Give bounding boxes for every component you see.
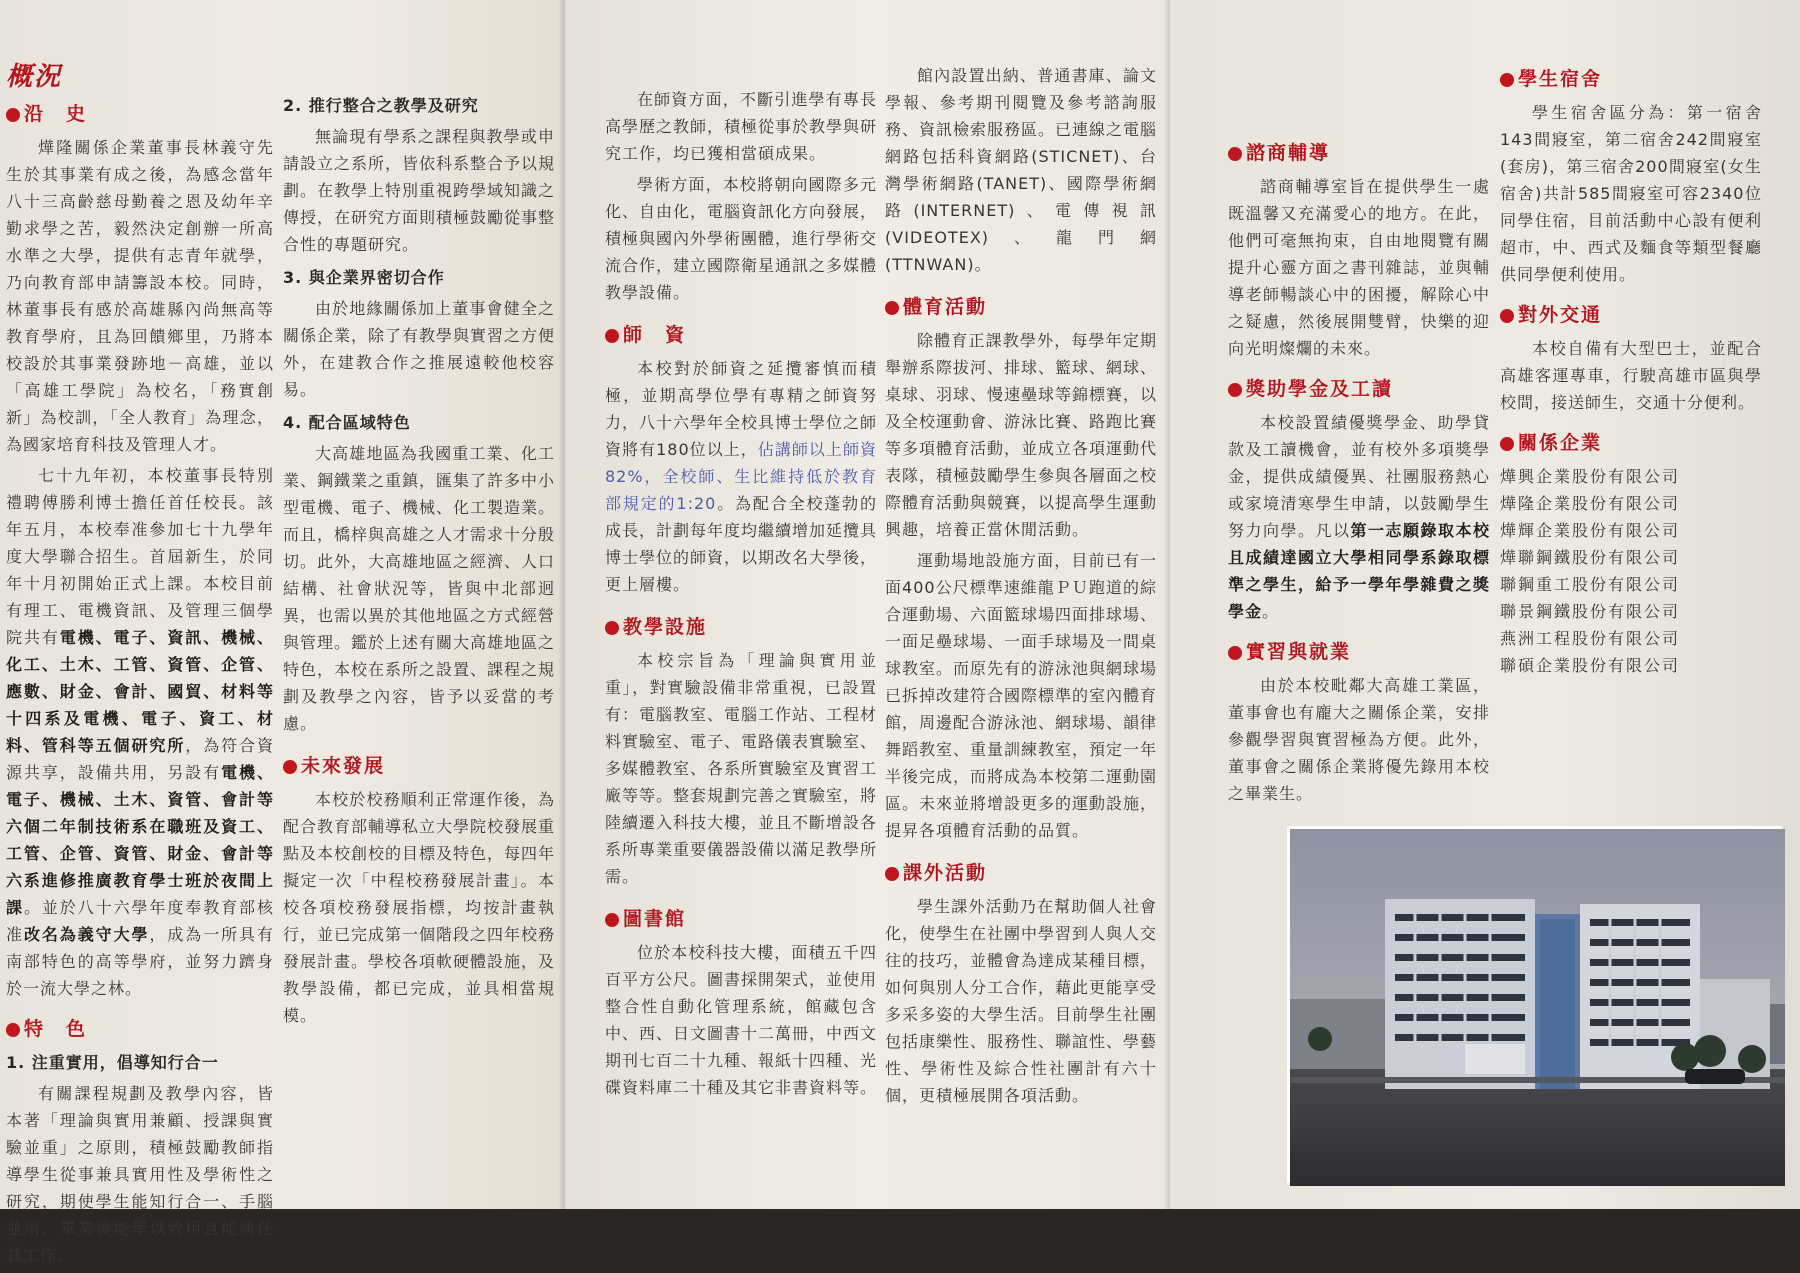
- bullet-dot-icon: [605, 621, 619, 635]
- library-heading-text: 圖書館: [623, 908, 687, 930]
- scholarship-text: [1228, 409, 1490, 625]
- history-heading: [6, 101, 274, 128]
- extracurricular-text: 學生課外活動乃在幫助個人社會化，使學生在社團中學習到人與人交往的技巧，並體會為達成某種目標，如何與別人分工合作，藉此更能享受多采多姿的大學生活。目前學生社團包括康樂性、服務性、聯誼性、學藝性、學術性及綜合性社團計有六十個，更積極展開各項活動。: [885, 897, 1158, 1105]
- dormitory-heading: [1500, 66, 1762, 93]
- overview-title: 概況: [6, 62, 63, 92]
- faculty-heading-text: 師 資: [623, 324, 687, 346]
- internship-heading: [1228, 639, 1490, 666]
- feature-1-title: 1. 注重實用，倡導知行合一: [6, 1053, 219, 1072]
- research-intro: 學術方面，本校將朝向國際多元化、自由化，電腦資訊化方向發展，積極與國內外學術團體，進行學術交流合作，建立國際衛星通訊之多媒體教學設備。: [605, 175, 878, 302]
- feature-4-text: 大高雄地區為我國重工業、化工業、鋼鐵業之重鎮，匯集了許多中小型電機、電子、機械、化工製造業。而且，橋梓與高雄之人才需求十分殷切。此外，大高雄地區之經濟、人口結構、社會狀況等，皆與中北部迥異，也需以異於其他地區之方式經營與管理。鑑於上述有關大高雄地區之特色，本校在系所之設置、課程之規劃及教學之內容，皆予以妥當的考慮。: [283, 444, 556, 733]
- bullet-dot-icon: [605, 329, 619, 343]
- sports-text-1: 除體育正課教學外，每學年定期舉辦系際拔河、排球、籃球、網球、桌球、羽球、慢速壘球等錦標賽，以及全校運動會、游泳比賽、路跑比賽等多項體育活動，並成立各項運動代表隊，積極鼓勵學生參與各層面之校際體育活動與競賽，以提高學生運動興趣，培養正當休閒活動。: [885, 331, 1158, 539]
- history-programs: 電機、電子、機械、土木、資管、會計等六個二年制技術系在職班及資工、工管、企管、資管、財金、會計等六系進修推廣教育學士班於夜間上課: [6, 763, 274, 917]
- campus-building-photo: [1287, 826, 1782, 1183]
- company-item: 聯鋼重工股份有限公司: [1500, 575, 1681, 594]
- scholarship-heading-text: 獎助學金及工讀: [1246, 378, 1394, 400]
- transport-heading: [1500, 302, 1762, 329]
- internship-heading-text: 實習與就業: [1246, 641, 1352, 663]
- company-item: 聯景鋼鐵股份有限公司: [1500, 602, 1681, 621]
- bullet-dot-icon: [885, 301, 899, 315]
- counseling-heading-text: 諮商輔導: [1246, 142, 1331, 164]
- feature-1-text: 有關課程規劃及教學內容，皆本著「理論與實用兼顧、授課與實驗並重」之原則，積極鼓勵教師指導學生從事兼具實用性及學術性之研究，期使學生能知行合一、手腦並用，畢業後能學以致用且能勝任其工作。: [6, 1084, 274, 1265]
- left-column-1: [6, 64, 274, 1273]
- history-text-a: 七十九年初，本校董事長特別禮聘傅勝利博士擔任首任校長。該年五月，本校奉准參加七十九學年度大學聯合招生。首屆新生，於同年十月初開始正式上課。本校目前有理工、電機資訊、及管理三個學院共有: [6, 466, 274, 647]
- extracurricular-heading-text: 課外活動: [903, 862, 988, 884]
- bullet-dot-icon: [605, 913, 619, 927]
- facilities-heading-text: 教學設施: [623, 616, 708, 638]
- sports-heading-text: 體育活動: [903, 296, 988, 318]
- library-heading: [605, 906, 877, 933]
- company-item: 燁輝企業股份有限公司: [1500, 521, 1681, 540]
- feature-2-title: 2. 推行整合之教學及研究: [283, 96, 479, 115]
- bullet-dot-icon: [885, 867, 899, 881]
- company-item: 燕洲工程股份有限公司: [1500, 629, 1681, 648]
- transport-text: 本校自備有大型巴士，並配合高雄客運專車，行駛高雄市區與學校間，接送師生，交通十分便利。: [1500, 339, 1762, 412]
- bullet-dot-icon: [1228, 383, 1242, 397]
- feature-2-text: 無論現有學系之課程與教學或申請設立之系所，皆依科系整合予以規劃。在教學上特別重視跨學域知識之傳授，在研究方面則積極鼓勵從事整合性的專題研究。: [283, 127, 556, 254]
- library-network-text: 館內設置出納、普通書庫、論文學報、參考期刊閱覽及參考諮詢服務、資訊檢索服務區。已連線之電腦網路包括科資網路(STICNET)、台灣學術網路(TANET)、國際學術網路(INTERNET)、電傳視訊(VIDEOTEX)、龍門網(TTNWAN)。: [885, 66, 1158, 274]
- facilities-heading: [605, 614, 877, 641]
- company-item: 燁興企業股份有限公司: [1500, 467, 1681, 486]
- features-heading: [6, 1016, 274, 1043]
- scholarship-highlight: 第一志願錄取本校且成績達國立大學相同學系錄取標準之學生，給予一學年學雜費之獎學金: [1228, 521, 1490, 621]
- library-text: 位於本校科技大樓，面積五千四百平方公尺。圖書採開架式，並使用整合性自動化管理系統，館藏包含中、西、日文圖書十二萬冊，中西文期刊七百二十九種、報紙十四種、光碟資料庫二十種及其它非書資料等。: [605, 943, 878, 1097]
- future-heading-text: 未來發展: [301, 755, 386, 777]
- panel-middle: [565, 0, 1170, 1209]
- company-item: 燁隆企業股份有限公司: [1500, 494, 1681, 513]
- bullet-dot-icon: [6, 108, 20, 122]
- faculty-ratio-highlight: 佔講師以上師資 82%，全校師、生比維持低於教育部規定的1:20: [605, 440, 877, 513]
- right-column-2: [1500, 56, 1762, 679]
- right-column-1: [1228, 130, 1490, 811]
- bullet-dot-icon: [1228, 646, 1242, 660]
- history-departments: 電機、電子、資訊、機械、化工、土木、工管、資管、企管、應數、財金、會計、國貿、材料等十四系及電機、電子、資工、材料、管科等五個研究所: [6, 628, 274, 755]
- future-text: 本校於校務順利正常運作後，為配合教育部輔導私立大學院校發展重點及本校創校的目標及特色，每四年擬定一次「中程校務發展計畫」。本校各項校務發展指標，均按計畫執行，並已完成第一個階段之四年校務發展計畫。學校各項軟硬體設施，及教學設備，都已完成，並具相當規模。: [283, 790, 556, 1025]
- feature-4-title: 4. 配合區域特色: [283, 413, 411, 432]
- company-item: 燁聯鋼鐵股份有限公司: [1500, 548, 1681, 567]
- faculty-text-c: 。為配合全校蓬勃的成長，計劃每年度均繼續增加延攬具博士學位的師資，以期改名大學後，更上層樓。: [605, 494, 878, 594]
- scholarship-heading: [1228, 376, 1490, 403]
- features-heading-text: 特 色: [24, 1018, 88, 1040]
- history-rename: 改名為義守大學: [23, 925, 150, 944]
- history-text-c: ，為符合資源共享，設備共用，另設有: [6, 736, 274, 782]
- history-heading-text: 沿 史: [24, 103, 88, 125]
- bullet-dot-icon: [283, 760, 297, 774]
- dormitory-text: 學生宿舍區分為：第一宿舍143間寢室，第二宿舍242間寢室(套房)，第三宿舍200間寢室(女生宿舍)共計585間寢室可容2340位同學住宿，目前活動中心設有便利超市，中、西式及麵食等類型餐廳供同學便利使用。: [1500, 103, 1762, 284]
- internship-text: 由於本校毗鄰大高雄工業區，董事會也有龐大之關係企業，安排參觀學習與實習極為方便。此外，董事會之關係企業將優先錄用本校之畢業生。: [1228, 676, 1490, 803]
- dormitory-heading-text: 學生宿舍: [1518, 68, 1603, 90]
- faculty-intro: 在師資方面，不斷引進學有專長高學歷之教師，積極從事於教學與研究工作，均已獲相當碩成果。: [605, 90, 878, 163]
- history-text-g: ，成為一所具有南部特色的高等學府，並努力躋身於一流大學之林。: [6, 925, 274, 998]
- scholarship-text-a: 本校設置績優獎學金、助學貸款及工讀機會，並有校外多項獎學金，提供成績優異、社團服務熱心或家境清寒學生申請，以鼓勵學生努力向學。凡以: [1228, 413, 1490, 540]
- scholarship-text-c: 。: [1262, 602, 1280, 621]
- counseling-text: 諮商輔導室旨在提供學生一處既溫馨又充滿愛心的地方。在此，他們可毫無拘束，自由地閱覽有關提升心靈方面之書刊雜誌，並與輔導老師暢談心中的困擾，解除心中之疑慮，然後展開雙臂，快樂的迎向光明燦爛的未來。: [1228, 177, 1490, 358]
- bullet-dot-icon: [6, 1023, 20, 1037]
- bullet-dot-icon: [1500, 73, 1514, 87]
- feature-3-text: 由於地緣關係加上董事會健全之關係企業，除了有教學與實習之方便外，在建教合作之推展遠較他校容易。: [283, 299, 556, 399]
- bullet-dot-icon: [1228, 147, 1242, 161]
- enterprises-heading-text: 關係企業: [1518, 432, 1603, 454]
- history-paragraph-2: [6, 462, 274, 1002]
- facilities-text: 本校宗旨為「理論與實用並重」，對實驗設備非常重視，已設置有：電腦教室、電腦工作站、工程材料實驗室、電子、電路儀表實驗室、多媒體教室、各系所實驗室及實習工廠等等。整套規劃完善之實驗室，將陸續遷入科技大樓，並且不斷增設各系所專業重要儀器設備以滿足教學所需。: [605, 651, 878, 886]
- faculty-heading: [605, 322, 877, 349]
- history-text-e: 。並於八十六學年度奉教育部核准: [6, 898, 274, 944]
- sports-heading: [885, 294, 1157, 321]
- company-item: 聯碩企業股份有限公司: [1500, 656, 1681, 675]
- faculty-text-a: 本校對於師資之延攬審慎而積極，並期高學位學有專精之師資努力，八十六學年全校具博士學位之師資將有180位以上，: [605, 359, 878, 459]
- middle-column-2: [885, 62, 1157, 1113]
- counseling-heading: [1228, 140, 1490, 167]
- faculty-text: [605, 355, 877, 598]
- bullet-dot-icon: [1500, 437, 1514, 451]
- extracurricular-heading: [885, 860, 1157, 887]
- middle-column-1: [605, 86, 877, 1105]
- panel-left: [0, 0, 565, 1265]
- history-paragraph-1: 燁隆關係企業董事長林義守先生於其事業有成之後，為感念當年八十三高齡慈母勤養之恩及幼年辛勤求學之苦，毅然決定創辦一所高水準之大學，提供有志青年就學，乃向教育部申請籌設本校。同時，林董事長有感於高雄縣內尚無高等教育學府，且為回饋鄉里，乃將本校設於其事業發跡地－高雄，並以「高雄工學院」為校名，「務實創新」為校訓，「全人教育」為理念，為國家培育科技及管理人才。: [6, 138, 274, 454]
- enterprises-heading: [1500, 430, 1762, 457]
- future-heading: [283, 753, 555, 780]
- feature-3-title: 3. 與企業界密切合作: [283, 268, 445, 287]
- bullet-dot-icon: [1500, 309, 1514, 323]
- sports-text-2: 運動場地設施方面，目前已有一面400公尺標準速維龍ＰＵ跑道的綜合運動場、六面籃球場四面排球場、一面足壘球場、一面手球場及一間桌球教室。而原先有的游泳池與網球場已拆掉改建符合國際標準的室內體育館，周邊配合游泳池、網球場、韻律舞蹈教室、重量訓練教室，預定一年半後完成，而將成為本校第二運動園區。未來並將增設更多的運動設施，提昇各項體育活動的品質。: [885, 551, 1158, 840]
- transport-heading-text: 對外交通: [1518, 304, 1603, 326]
- company-list: [1500, 463, 1762, 679]
- left-column-2: [283, 86, 555, 1033]
- building-image: [1290, 829, 1785, 1186]
